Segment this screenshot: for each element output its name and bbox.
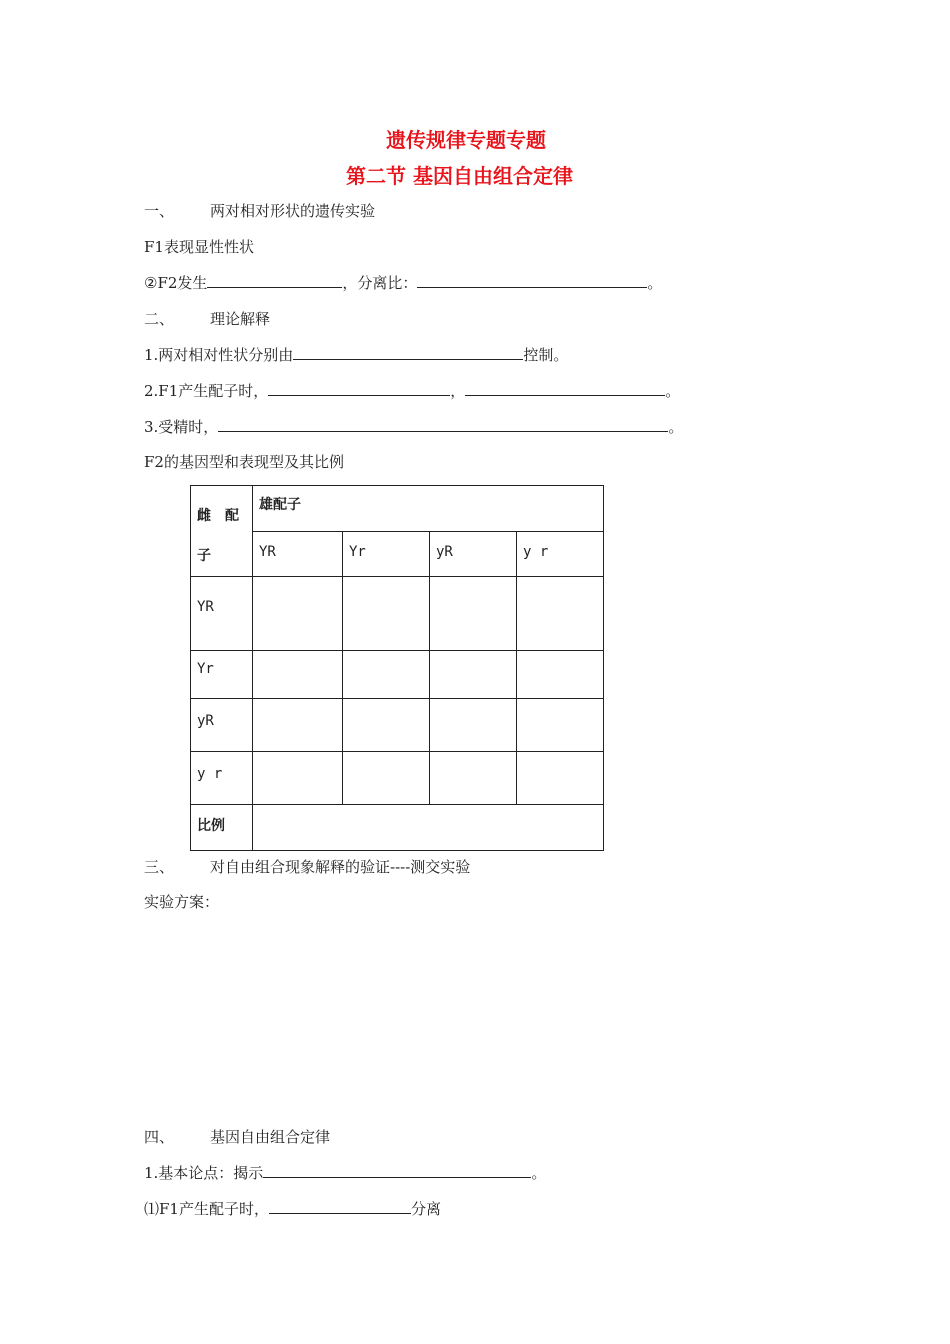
item-2-end: 。 (665, 382, 681, 400)
doc-title: 遗传规律专题专题 (386, 128, 546, 152)
corner-label-1: 雌 配 (197, 508, 239, 524)
table-cell[interactable] (343, 577, 430, 651)
corner-cell (191, 486, 253, 577)
col-header: Yr (343, 531, 430, 577)
item-3-end: 。 (668, 418, 684, 436)
ratio-cell[interactable] (253, 805, 604, 851)
item-2-blank-1[interactable] (268, 381, 450, 396)
section-3-heading (144, 856, 470, 877)
item-2-text: 2.F1产生配子时， (144, 382, 269, 400)
section-4-num: 四、 (144, 1128, 175, 1146)
ratio-label: 比例 (191, 805, 253, 851)
item-3-blank[interactable] (218, 417, 668, 432)
law-2 (144, 1198, 441, 1219)
table-cell[interactable] (517, 699, 604, 752)
law-1-blank[interactable] (263, 1163, 531, 1178)
law-2-blank[interactable] (269, 1199, 411, 1214)
table-cell[interactable] (343, 699, 430, 752)
section-2-heading (144, 308, 270, 329)
section-3-num: 三、 (144, 858, 175, 876)
table-cell[interactable] (343, 651, 430, 699)
col-header: y r (517, 531, 604, 577)
f2-blank-1[interactable] (207, 273, 342, 288)
table-cell[interactable] (430, 699, 517, 752)
section-1-heading (144, 200, 375, 221)
punnett-table (190, 485, 604, 851)
law-1-text: 1.基本论点：揭示 (144, 1164, 264, 1182)
doc-subtitle: 第二节 基因自由组合定律 (346, 164, 573, 188)
item-3-text: 3.受精时， (144, 418, 219, 436)
law-1-end: 。 (531, 1164, 547, 1182)
table-cell[interactable] (343, 752, 430, 805)
table-cell[interactable] (253, 752, 343, 805)
f1-line: F1表现显性性状 (144, 238, 254, 256)
male-gamete-header: 雄配子 (253, 486, 604, 532)
table-cell[interactable] (517, 651, 604, 699)
f2-label: ②F2发生 (144, 274, 208, 292)
table-cell[interactable] (517, 577, 604, 651)
table-cell[interactable] (430, 752, 517, 805)
f2-blank-2[interactable] (417, 273, 647, 288)
law-1 (144, 1162, 546, 1183)
row-header: yR (191, 699, 253, 752)
law-2-end: 分离 (410, 1200, 441, 1218)
item-1-end: 控制。 (523, 346, 569, 364)
table-cell[interactable] (430, 651, 517, 699)
item-3 (144, 416, 683, 437)
table-cell[interactable] (430, 577, 517, 651)
f2-ratio-label: ，分离比： (342, 274, 418, 292)
corner-label-2: 子 (197, 548, 211, 564)
row-header: YR (191, 577, 253, 651)
table-cell[interactable] (253, 651, 343, 699)
row-header: Yr (191, 651, 253, 699)
section-1-num: 一、 (144, 202, 175, 220)
section-4-text: 基因自由组合定律 (210, 1128, 331, 1146)
section-2-num: 二、 (144, 310, 175, 328)
section-2-text: 理论解释 (210, 310, 271, 328)
section-3-text: 对自由组合现象解释的验证----测交实验 (210, 858, 471, 876)
table-cell[interactable] (253, 699, 343, 752)
section-1-text: 两对相对形状的遗传实验 (210, 202, 376, 220)
item-2-blank-2[interactable] (465, 381, 665, 396)
col-header: YR (253, 531, 343, 577)
item-2-sep: ， (450, 382, 466, 400)
law-2-text: ⑴F1产生配子时， (144, 1200, 269, 1218)
plan-label: 实验方案： (144, 893, 220, 911)
item-1-text: 1.两对相对性状分别由 (144, 346, 294, 364)
f2-line (144, 272, 662, 293)
item-1 (144, 344, 568, 365)
table-cell[interactable] (253, 577, 343, 651)
f2-end: 。 (647, 274, 663, 292)
item-2 (144, 380, 680, 401)
col-header: yR (430, 531, 517, 577)
item-1-blank[interactable] (293, 345, 523, 360)
table-cell[interactable] (517, 752, 604, 805)
table-caption: F2的基因型和表现型及其比例 (144, 453, 344, 471)
section-4-heading (144, 1126, 330, 1147)
row-header: y r (191, 752, 253, 805)
